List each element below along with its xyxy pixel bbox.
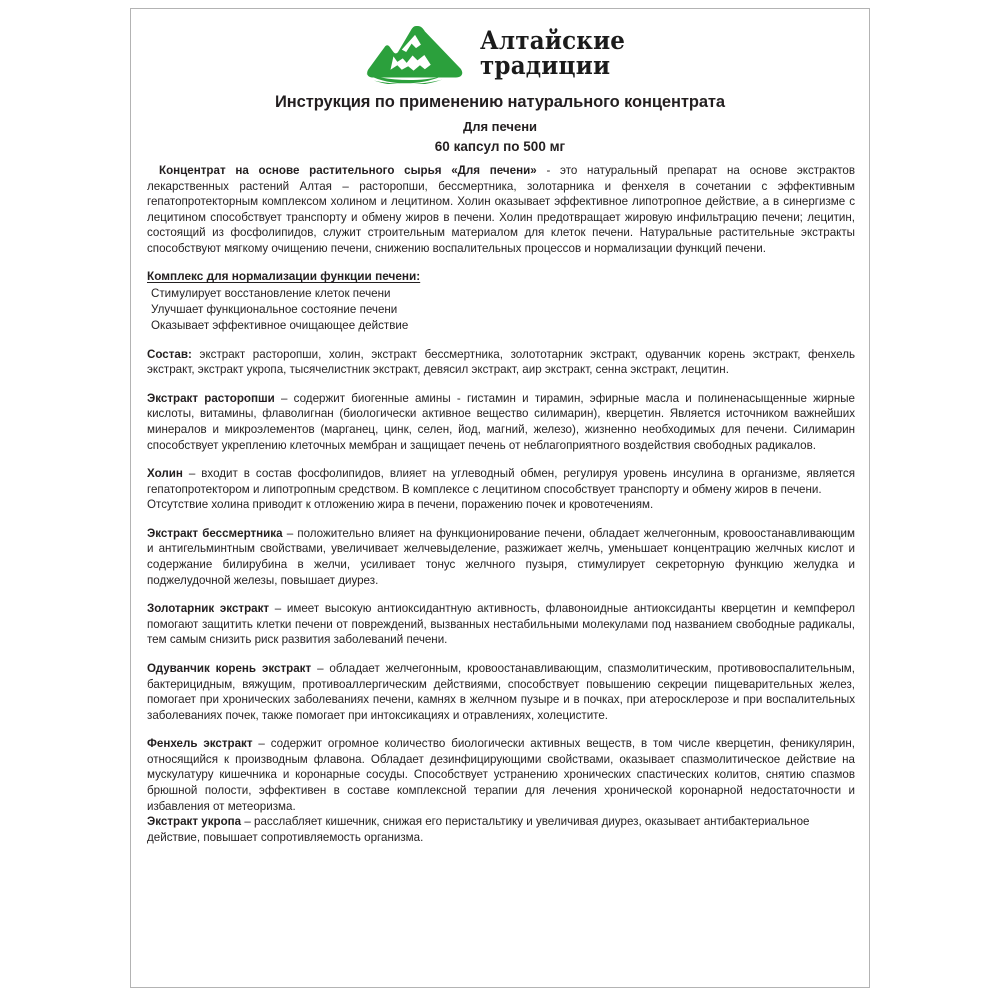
ingredient-name: Экстракт расторопши: [147, 391, 275, 405]
intro-lead-bold: Концентрат на основе растительного сырья «Для печени»: [159, 164, 537, 177]
spacer: [147, 723, 855, 736]
ingredient-text: – расслабляет кишечник, снижая его перистальтику и увеличивая диурез, оказывает антибактериальное действие, повышает сопротивляемость организма.: [147, 815, 810, 844]
ingredient-choline-extra: Отсутствие холина приводит к отложению жира в печени, поражению почек и кровотечениям.: [147, 498, 654, 512]
composition-paragraph: [147, 347, 855, 378]
composition-label: Состав:: [147, 347, 192, 361]
ingredient-immortelle: [147, 526, 855, 588]
document-body: [141, 163, 859, 845]
dosage-line: 60 капсул по 500 мг: [434, 139, 566, 154]
ingredient-milk-thistle: [147, 391, 855, 453]
ingredient-name: Фенхель экстракт: [147, 737, 253, 751]
ingredient-text: – имеет высокую антиоксидантную активность, флавоноидные антиоксиданты кверцетин и кемпферол помогают защитить клетки печени от повреждений, вызванных нестабильными молекулами под названием свободные радикалы, тем самым снизить риск развития заболеваний печени.: [147, 602, 855, 647]
composition-text: экстракт расторопши, холин, экстракт бессмертника, золототарник экстракт, одуванчик корень экстракт, фенхель экстракт, экстракт укропа, тысячелистник экстракт, девясил экстракт, аир экстракт, сенна экстракт, лецитин.: [147, 347, 855, 377]
ingredient-name: Одуванчик корень экстракт: [147, 661, 312, 675]
list-item: Стимулирует восстановление клеток печени: [151, 287, 391, 301]
ingredient-dill: [147, 814, 855, 845]
page-subtitle: Для печени: [462, 119, 538, 134]
brand-wordmark: [479, 25, 625, 80]
page-title: Инструкция по применению натурального концентрата: [275, 93, 725, 111]
list-item: Улучшает функциональное состояние печени: [151, 303, 398, 317]
complex-heading: Комплекс для нормализации функции печени:: [147, 269, 421, 284]
document-page: [130, 8, 870, 988]
ingredient-name: Холин: [147, 467, 183, 481]
intro-paragraph: [147, 163, 855, 256]
spacer: [147, 588, 855, 601]
ingredient-dandelion-root: [147, 661, 855, 723]
complex-list: [147, 286, 855, 333]
list-item: Оказывает эффективное очищающее действие: [151, 318, 409, 332]
spacer: [147, 513, 855, 526]
mountain-logo-icon: [363, 22, 471, 84]
spacer: [147, 378, 855, 391]
brand-header: [141, 17, 859, 89]
spacer: [147, 453, 855, 466]
ingredient-name: Золотарник экстракт: [147, 602, 270, 616]
spacer: [147, 334, 855, 347]
spacer: [147, 648, 855, 661]
ingredient-goldenrod: [147, 601, 855, 648]
ingredient-text: – содержит огромное количество биологически активных веществ, в том числе кверцетин, феникулярин, относящийся к производным флавона. Обладает дезинфицирующими свойствами, оказывает спазмолитическое действие на мускулатуру кишечника и коронарные сосуды. Способствует устранению хронических спастических колитов, снятию спазмов брюшной полости, эффективен в составе комплексной терапии для лечения хронической коронарной недостаточности и избавления от метеоризма.: [147, 737, 855, 813]
ingredient-name: Экстракт бессмертника: [147, 526, 283, 540]
intro-text: - это натуральный препарат на основе экстрактов лекарственных растений Алтая – расторопши, бессмертника, золотарника и фенхеля в сочетании с эффективным гепатопротекторным комплексом холином и лецитином. Холин оказывает эффективное липотропное действие, а в синергизме с лецитином способствует транспорту и обмену жиров в печени. Холин предотвращает жировую инфильтрацию печени; лецитин, состоящий из фосфолипидов, служит строительным материалом для клеток печени. Натуральные растительные экстракты способствуют мягкому очищению печени, снижению воспалительных процессов и нормализации функций печени.: [147, 164, 856, 255]
ingredient-choline: [147, 466, 855, 497]
brand-name-line1: Алтайские: [479, 25, 625, 55]
ingredient-name: Экстракт укропа: [147, 815, 242, 829]
ingredient-text: – обладает желчегонным, кровоостанавливающим, спазмолитическим, противовоспалительным, бактерицидным, вяжущим, противоаллергическим действиями, способствует повышению секреции пищеварительных желез, помогает при хронических заболеваниях печени, камнях в желчном пузыре и в почках, при атеросклерозе и при воспалительных заболеваниях почек, также помогает при интоксикациях и отравлениях, холецистите.: [147, 661, 855, 722]
ingredient-text: – входит в состав фосфолипидов, влияет на углеводный обмен, регулируя уровень инсулина в организме, является гепатопротектором и липотропным средством. В комплексе с лецитином способствует транспорту и обмену жиров в печени.: [147, 467, 855, 496]
spacer: [147, 256, 855, 269]
ingredient-text: – содержит биогенные амины - гистамин и тирамин, эфирные масла и полиненасыщенные жирные кислоты, витамины, флаволигнан (биологически активное вещество силимарин), кверцетин. Является источником важнейших минералов и микроэлементов (марганец, цинк, селен, йод, магний, железо), жизненно необходимых для печени. Силимарин способствует укреплению клеточных мембран и защищает печень от неблагоприятного воздействия свободных радикалов.: [147, 391, 855, 452]
ingredient-text: – положительно влияет на функционирование печени, обладает желчегонным, кровоостанавливающим и антигельминтным свойствами, увеличивает желчевыделение, разжижает желчь, уменьшает концентрацию желчных кислот и содержание билирубина в желчи, усиливает тонус желчного пузыря, стимулирует секреторную функцию желудка и поджелудочной железы, повышает диурез.: [147, 526, 855, 587]
brand-name-line2: традиции: [479, 51, 610, 80]
ingredient-fennel: [147, 736, 855, 814]
